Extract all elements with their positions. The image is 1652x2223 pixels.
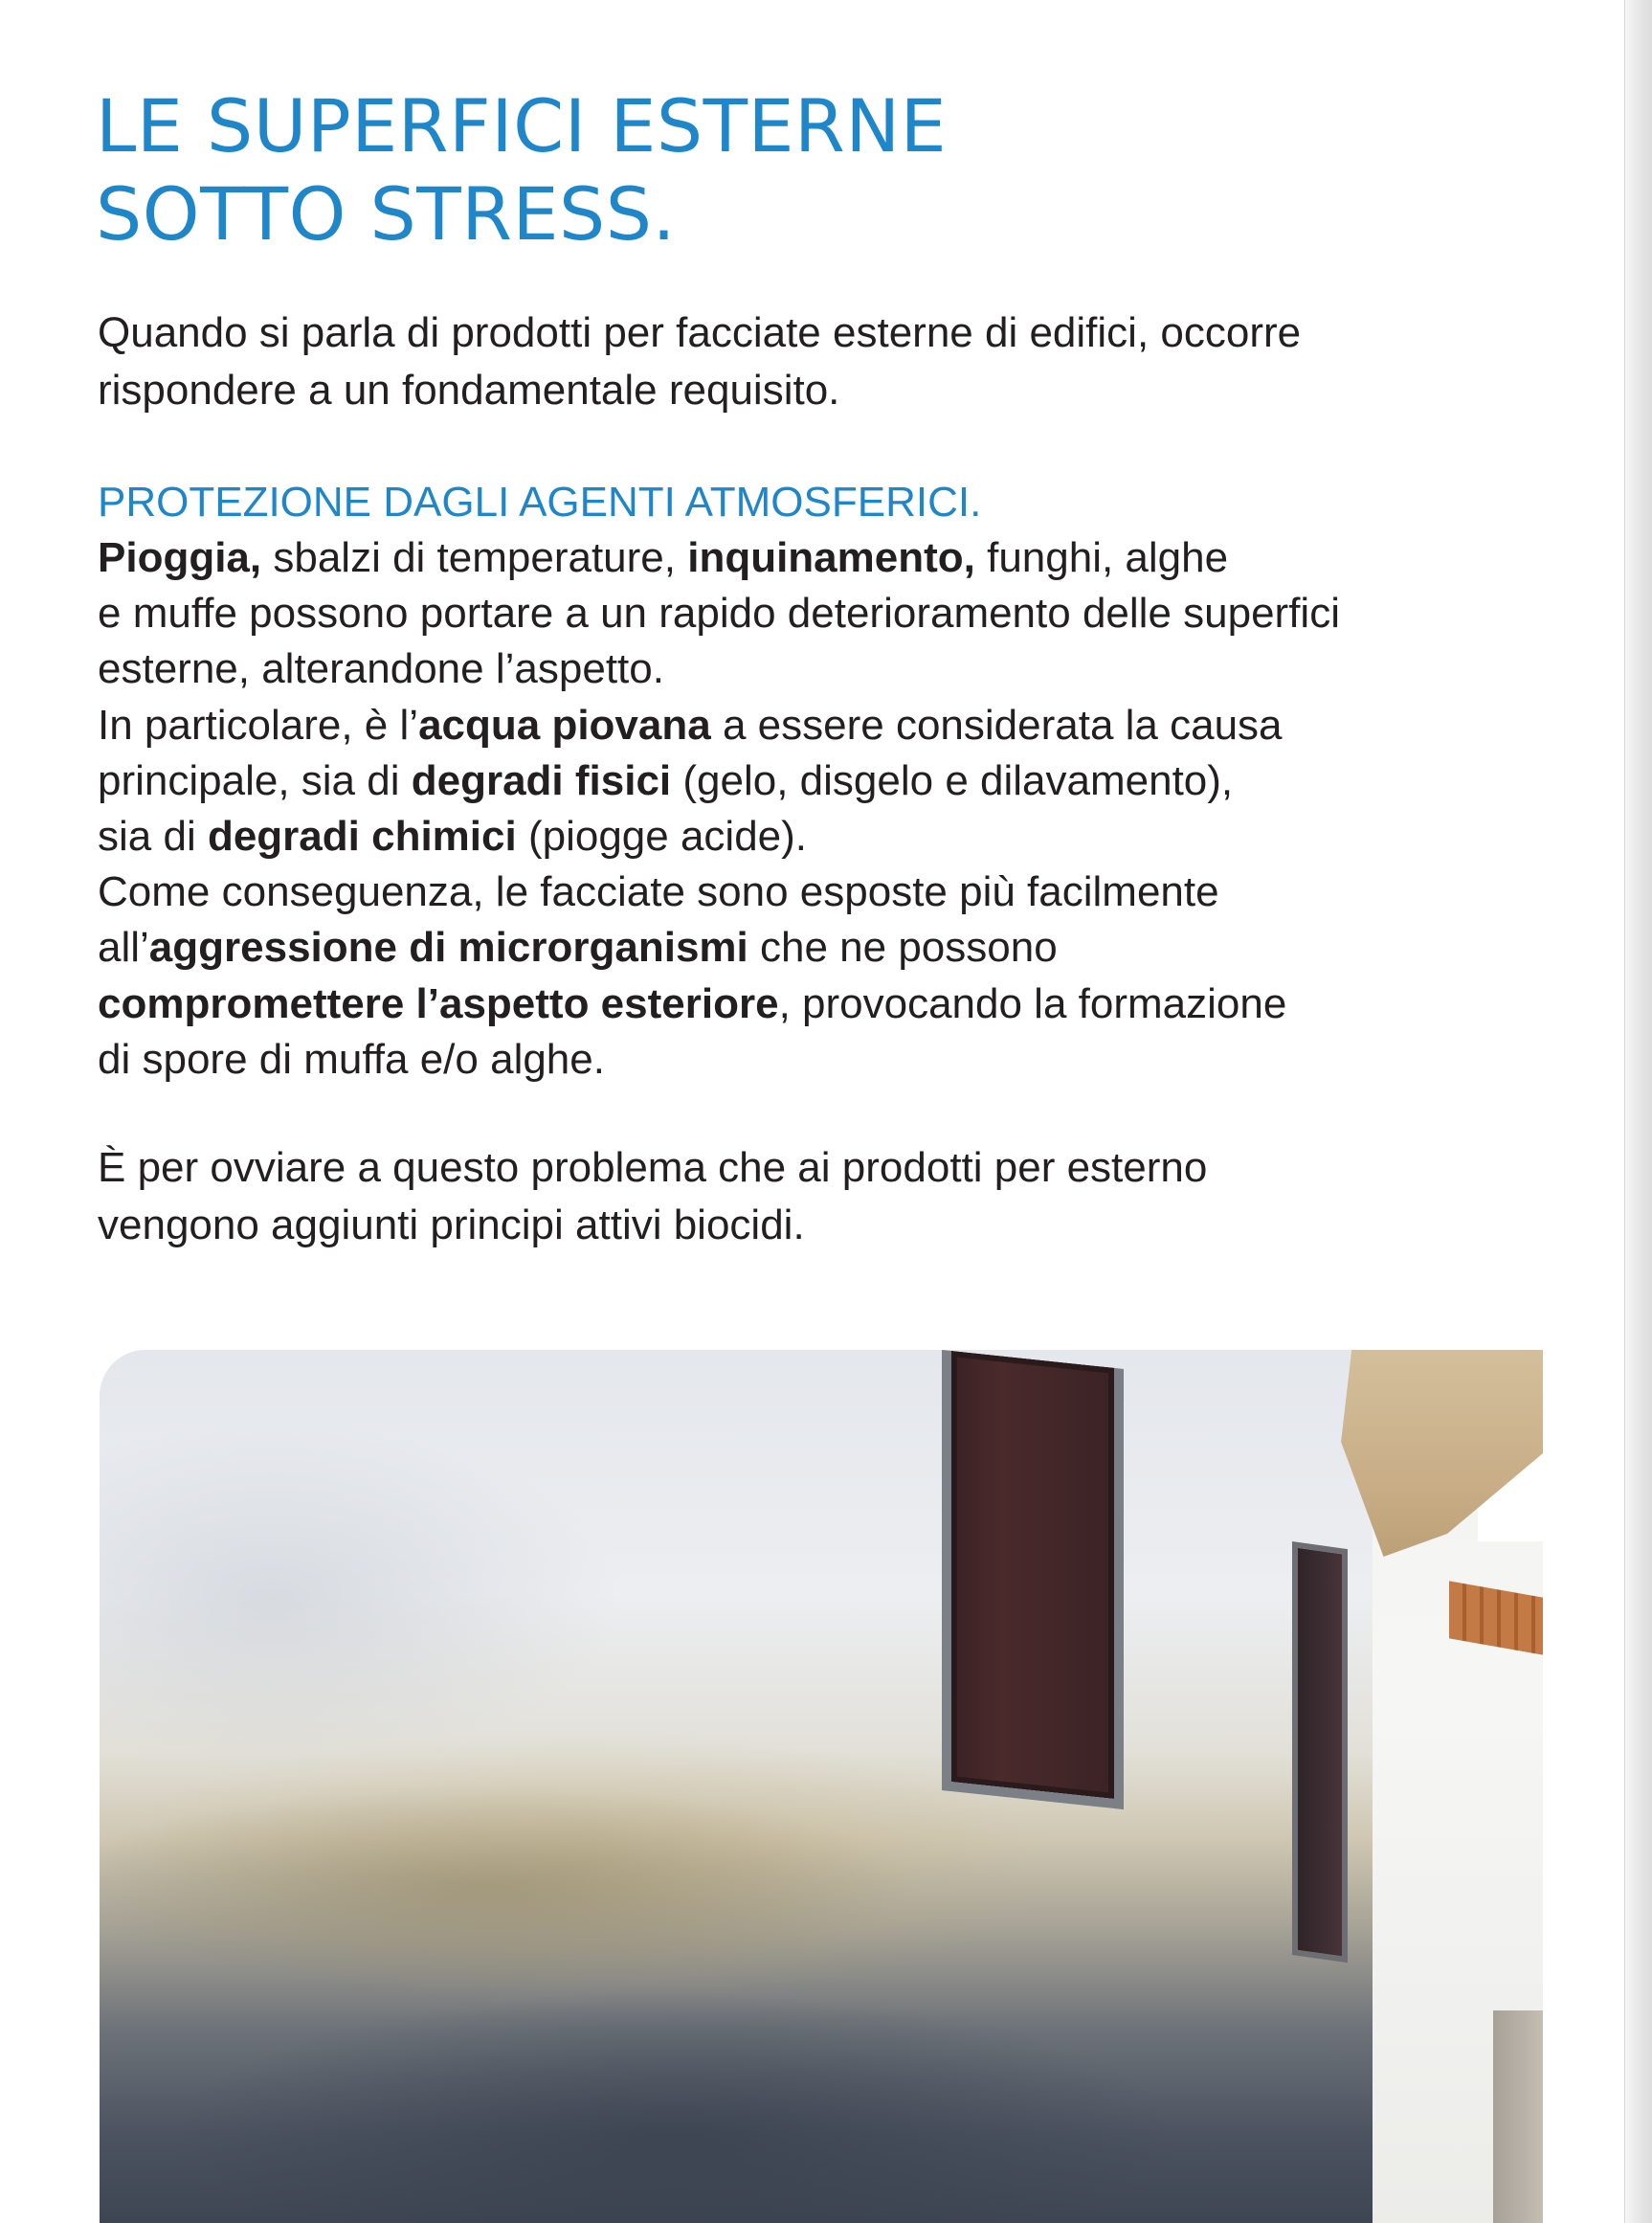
title-line-1: LE SUPERFICI ESTERNE (96, 83, 948, 168)
body-line-4 (98, 698, 1533, 753)
intro-line-2: rispondere a un fondamentale requisito. (98, 367, 840, 414)
body-line-2: e muffe possono portare a un rapido deterioramento delle superfici (98, 590, 1340, 638)
intro-paragraph (98, 304, 1533, 419)
body-text: all’ (98, 924, 149, 972)
body-line-1 (98, 530, 1533, 586)
bold-term: degradi fisici (411, 756, 672, 804)
body-text: sbalzi di temperature, (261, 534, 688, 581)
section-subheading: PROTEZIONE DAGLI AGENTI ATMOSFERICI. (98, 479, 982, 526)
body-text: funghi, alghe (974, 534, 1229, 581)
window-frame-narrow (1292, 1541, 1348, 1963)
intro-line-1: Quando si parla di prodotti per facciate esterne di edifici, occorre (98, 309, 1302, 356)
body-paragraph (98, 530, 1533, 1088)
body-line-6 (98, 809, 1533, 864)
page-title (96, 82, 1244, 258)
window-frame (942, 1350, 1124, 1809)
body-line-3: esterne, alterandone l’aspetto. (98, 645, 664, 693)
body-line-9 (98, 977, 1533, 1032)
body-text: sia di (98, 813, 208, 861)
body-text: (gelo, disgelo e dilavamento), (671, 756, 1234, 804)
body-line-8 (98, 920, 1533, 976)
bold-term: aggressione di microrganismi (148, 924, 748, 972)
body-text: , provocando la formazione (778, 979, 1287, 1027)
bold-term: Pioggia, (98, 534, 262, 581)
body-line-5 (98, 753, 1533, 809)
bold-term: acqua piovana (418, 701, 711, 749)
body-text: (piogge acide). (516, 813, 808, 861)
body-line-10: di spore di muffa e/o alghe. (98, 1035, 605, 1083)
closing-paragraph (98, 1139, 1533, 1254)
bold-term: compromettere l’aspetto esteriore (98, 979, 779, 1027)
bold-term: degradi chimici (207, 813, 517, 861)
stone-pillar (1493, 2010, 1543, 2223)
closing-line-2: vengono aggiunti principi attivi biocidi. (98, 1201, 805, 1248)
facade-photo (100, 1350, 1543, 2223)
body-text: In particolare, è l’ (98, 701, 419, 749)
algae-stain (100, 1943, 1344, 2223)
title-line-2: SOTTO STRESS. (96, 171, 677, 257)
bold-term: inquinamento, (687, 534, 975, 581)
page-edge (1624, 0, 1652, 2223)
body-text: principale, sia di (98, 756, 412, 804)
body-text: che ne possono (748, 924, 1058, 972)
body-line-7: Come conseguenza, le facciate sono esposte più facilmente (98, 868, 1219, 916)
closing-line-1: È per ovviare a questo problema che ai prodotti per esterno (98, 1144, 1208, 1191)
body-text: a essere considerata la causa (710, 701, 1283, 749)
